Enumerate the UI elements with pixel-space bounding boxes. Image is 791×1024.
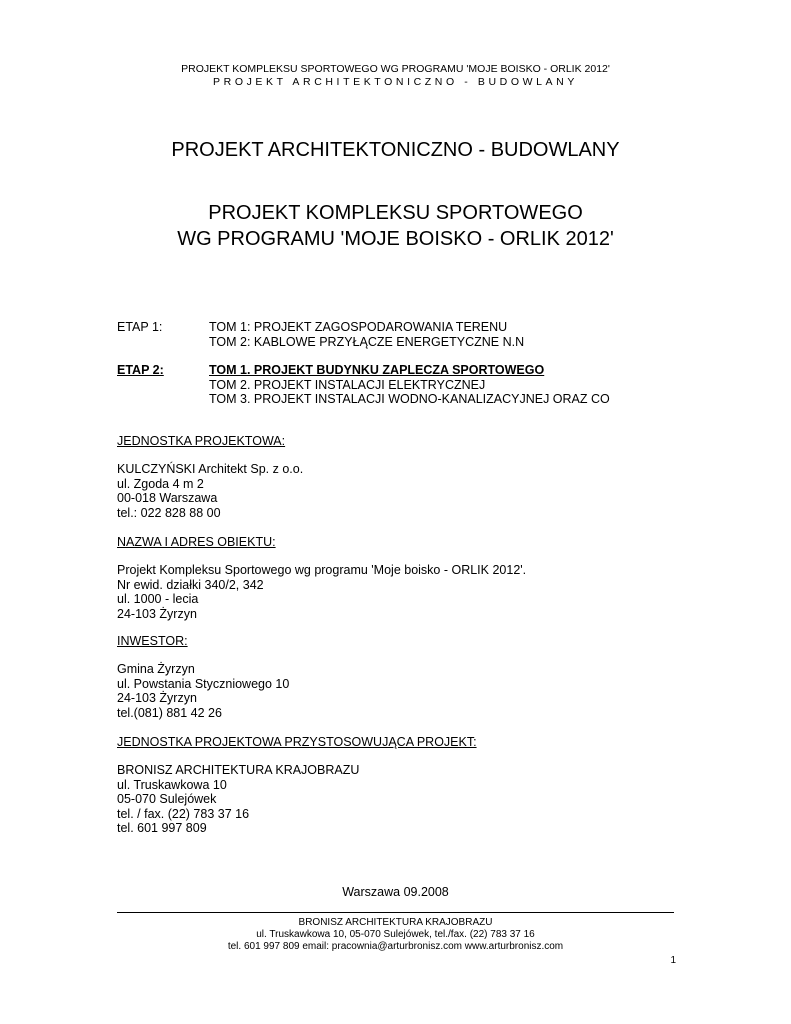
object-line: 24-103 Żyrzyn xyxy=(117,606,197,621)
design-unit-line: tel.: 022 828 88 00 xyxy=(117,505,221,520)
document-title: PROJEKT ARCHITEKTONICZNO - BUDOWLANY xyxy=(171,139,620,161)
object-line: ul. 1000 - lecia xyxy=(117,592,199,606)
stage-2-item: TOM 2. PROJEKT INSTALACJI ELEKTRYCZNEJ xyxy=(209,377,486,392)
adapting-unit-line: tel. 601 997 809 xyxy=(117,821,207,835)
footer-address: ul. Truskawkowa 10, 05-070 Sulejówek, tel./fax. (22) 783 37 16 xyxy=(256,929,535,940)
project-title-line1: PROJEKT KOMPLEKSU SPORTOWEGO xyxy=(208,202,583,224)
object-heading: NAZWA I ADRES OBIEKTU: xyxy=(117,535,276,549)
running-header-line1: PROJEKT KOMPLEKSU SPORTOWEGO WG PROGRAMU 'MOJE BOISKO - ORLIK 2012' xyxy=(181,63,610,75)
object-line: Projekt Kompleksu Sportowego wg programu 'Moje boisko - ORLIK 2012'. xyxy=(117,563,527,577)
adapting-unit-line: ul. Truskawkowa 10 xyxy=(117,777,227,792)
design-unit-line: 00-018 Warszawa xyxy=(117,491,218,505)
stage-1-item: TOM 1: PROJEKT ZAGOSPODAROWANIA TERENU xyxy=(209,320,508,334)
design-unit-heading: JEDNOSTKA PROJEKTOWA: xyxy=(117,434,286,448)
footer-contact: tel. 601 997 809 email: pracownia@arturbronisz.com www.arturbronisz.com xyxy=(227,941,564,952)
design-unit-line: ul. Zgoda 4 m 2 xyxy=(117,476,204,491)
stage-2-label: ETAP 2: xyxy=(117,363,164,377)
investor-line: Gmina Żyrzyn xyxy=(117,662,195,676)
investor-block xyxy=(117,662,289,720)
stage-2-item: TOM 3. PROJEKT INSTALACJI WODNO-KANALIZACYJNEJ ORAZ CO xyxy=(209,392,610,406)
page-number: 1 xyxy=(670,955,676,966)
adapting-unit-heading: JEDNOSTKA PROJEKTOWA PRZYSTOSOWUJĄCA PROJEKT: xyxy=(117,735,477,749)
design-unit-block xyxy=(117,462,303,520)
investor-heading: INWESTOR: xyxy=(117,634,188,648)
stage-1-item: TOM 2: KABLOWE PRZYŁĄCZE ENERGETYCZNE N.N xyxy=(209,334,525,349)
investor-line: 24-103 Żyrzyn xyxy=(117,691,197,705)
adapting-unit-line: tel. / fax. (22) 783 37 16 xyxy=(117,806,250,821)
stage-2-item-current: TOM 1. PROJEKT BUDYNKU ZAPLECZA SPORTOWEGO xyxy=(209,363,545,377)
footer-divider xyxy=(117,912,674,913)
object-line: Nr ewid. działki 340/2, 342 xyxy=(117,577,264,592)
object-block xyxy=(117,563,526,621)
adapting-unit-line: 05-070 Sulejówek xyxy=(117,792,217,806)
running-header-line2: PROJEKT ARCHITEKTONICZNO - BUDOWLANY xyxy=(213,76,578,88)
design-unit-line: KULCZYŃSKI Architekt Sp. z o.o. xyxy=(117,462,304,476)
footer-company: BRONISZ ARCHITEKTURA KRAJOBRAZU xyxy=(298,917,493,928)
investor-line: tel.(081) 881 42 26 xyxy=(117,705,222,720)
adapting-unit-block xyxy=(117,763,359,836)
stage-1-label: ETAP 1: xyxy=(117,320,163,334)
investor-line: ul. Powstania Styczniowego 10 xyxy=(117,676,290,691)
project-title-line2: WG PROGRAMU 'MOJE BOISKO - ORLIK 2012' xyxy=(177,228,614,250)
document-date: Warszawa 09.2008 xyxy=(342,885,449,899)
adapting-unit-line: BRONISZ ARCHITEKTURA KRAJOBRAZU xyxy=(117,763,360,777)
